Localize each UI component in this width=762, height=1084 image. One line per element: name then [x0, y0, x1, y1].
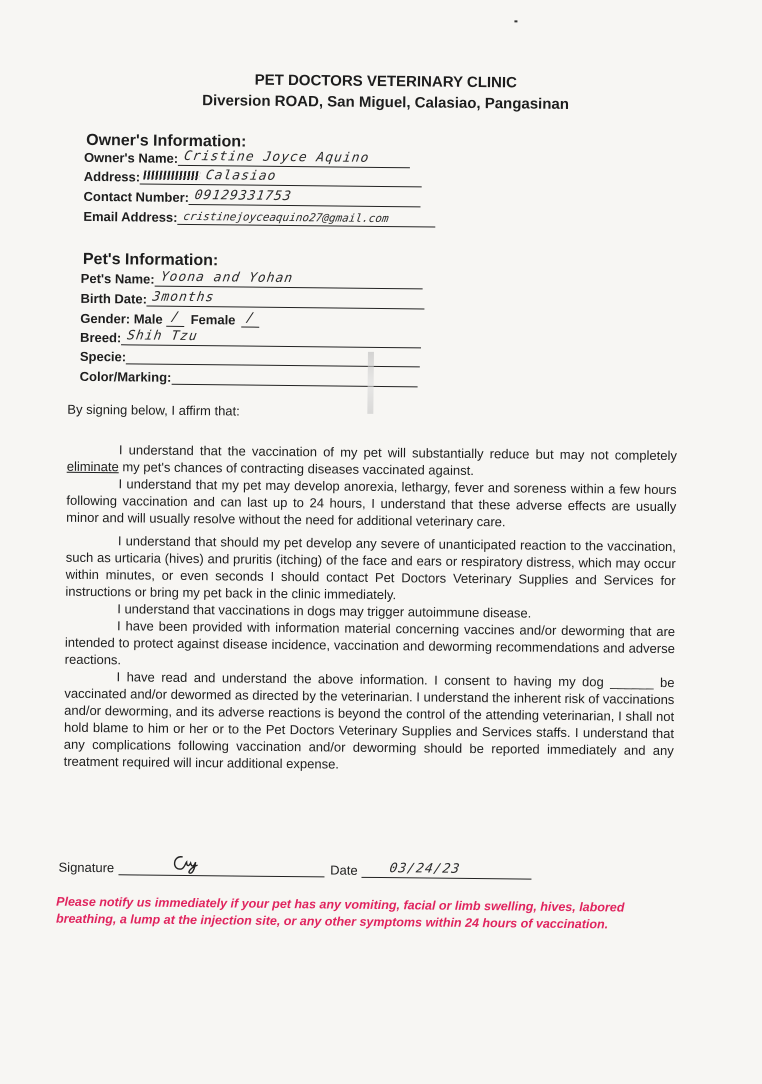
owner-name-value: Cristine Joyce Aquino [182, 148, 371, 166]
male-mark: / [170, 309, 182, 325]
pet-section-title: Pet's Information: [82, 250, 219, 270]
p1-after: my pet's chances of contracting diseases vaccinated against. [118, 459, 474, 478]
birth-date-row [80, 289, 425, 310]
specie-label: Specie: [79, 348, 127, 365]
consent-paragraph-4: I understand that vaccinations in dogs may trigger autoimmune disease. [117, 601, 532, 621]
contact-field[interactable] [189, 188, 421, 207]
female-label: Female [190, 312, 236, 328]
owner-name-row [84, 148, 410, 168]
breed-label: Breed: [80, 329, 122, 346]
address-value: Calasiao [205, 168, 278, 184]
p1-underlined: eliminate [66, 458, 119, 475]
handwritten-signature [170, 853, 204, 875]
p1-before: I understand that the vaccination of my pet will substantially reduce but may not completely [118, 442, 677, 464]
gender-row [80, 309, 259, 328]
pet-name-row [81, 269, 423, 290]
signature-label: Signature [58, 859, 115, 876]
date-value: 03/24/23 [388, 861, 462, 877]
clinic-name: PET DOCTORS VETERINARY CLINIC [254, 71, 518, 92]
email-field[interactable] [177, 208, 435, 228]
consent-paragraph-2: I understand that my pet may develop anorexia, lethargy, fever and soreness within a few hours following vaccination and can last up to 24 hours, I understand that these adverse effects are usually minor and will usually resolve without the need for additional veterinary care. [66, 476, 677, 530]
affirm-intro: By signing below, I affirm that: [67, 401, 240, 419]
address-field[interactable] [140, 167, 422, 187]
clinic-address: Diversion ROAD, San Miguel, Calasiao, Pangasinan [202, 92, 570, 113]
email-row [83, 207, 435, 228]
breed-value: Shih Tzu [126, 328, 200, 345]
birth-date-value: 3months [151, 289, 216, 306]
date-field[interactable] [362, 859, 532, 880]
female-mark: / [245, 310, 257, 326]
color-marking-label: Color/Marking: [79, 368, 172, 385]
email-value: cristinejoyceaquino27@gmail.com [182, 209, 390, 226]
male-checkbox[interactable] [167, 310, 185, 327]
address-label: Address: [83, 168, 141, 185]
gender-label: Gender: Male [80, 310, 163, 327]
birth-date-field[interactable] [147, 290, 425, 310]
date-label: Date [330, 862, 358, 878]
female-checkbox[interactable] [241, 311, 259, 328]
breed-row [80, 328, 421, 349]
consent-paragraph-6: I have read and understand the above information. I consent to having my dog ______ be vaccinated and/or dewormed as directed by the veterinarian. I understand the inherent risk of vaccinations and/or deworming, and its adverse reactions is beyond the control of the attending veterinarian, I shall not hold blame to him or her or to the Pet Doctors Veterinary Supplies and Services staffs. I understand that any complications following vaccination and/or deworming should be reported immediately and any treatment required will incur additional expense. [63, 669, 675, 772]
address-row [84, 167, 423, 188]
breed-field[interactable] [121, 328, 421, 348]
pet-name-label: Pet's Name: [80, 270, 155, 287]
owner-name-label: Owner's Name: [83, 149, 179, 166]
pet-name-field[interactable] [155, 270, 423, 290]
notice-text: Please notify us immediately if your pet has any vomiting, facial or limb swelling, hives, labored breathing, a lump at the injection site, or any other symptoms within 24 hours of vaccination. [55, 894, 625, 932]
email-label: Email Address: [83, 208, 178, 225]
color-marking-field[interactable] [171, 368, 417, 388]
crossed-out-scribble [143, 171, 200, 181]
consent-paragraph-3: I understand that should my pet develop any severe of unanticipated reaction to the vaccination, such as urticaria (hives) and pruritis (itching) of the face and ears or respiratory distress, which may occur within minutes, or even seconds I should contact Pet Doctors Veterinary Supplies and Services for instructions or bring my pet back in the clinic immediately. [65, 533, 677, 603]
signature-row [58, 856, 531, 880]
address-handwriting [143, 168, 278, 184]
owner-section-title: Owner's Information: [86, 131, 247, 151]
owner-name-field[interactable] [178, 149, 410, 168]
specie-field[interactable] [126, 347, 420, 367]
signature-field[interactable] [118, 856, 324, 877]
contact-label: Contact Number: [83, 188, 190, 205]
pet-name-value: Yoona and Yohan [159, 269, 295, 287]
consent-paragraph-5: I have been provided with information material concerning vaccines and/or deworming that are intended to protect against disease incidence, vaccination and deworming recommendations and adverse reactions. [64, 618, 676, 668]
scan-mark [514, 20, 517, 22]
contact-row [84, 187, 422, 208]
clinic-header [4, 68, 762, 117]
consent-body [64, 441, 677, 776]
birth-date-label: Birth Date: [80, 290, 148, 307]
contact-value: 09129331753 [193, 188, 294, 205]
